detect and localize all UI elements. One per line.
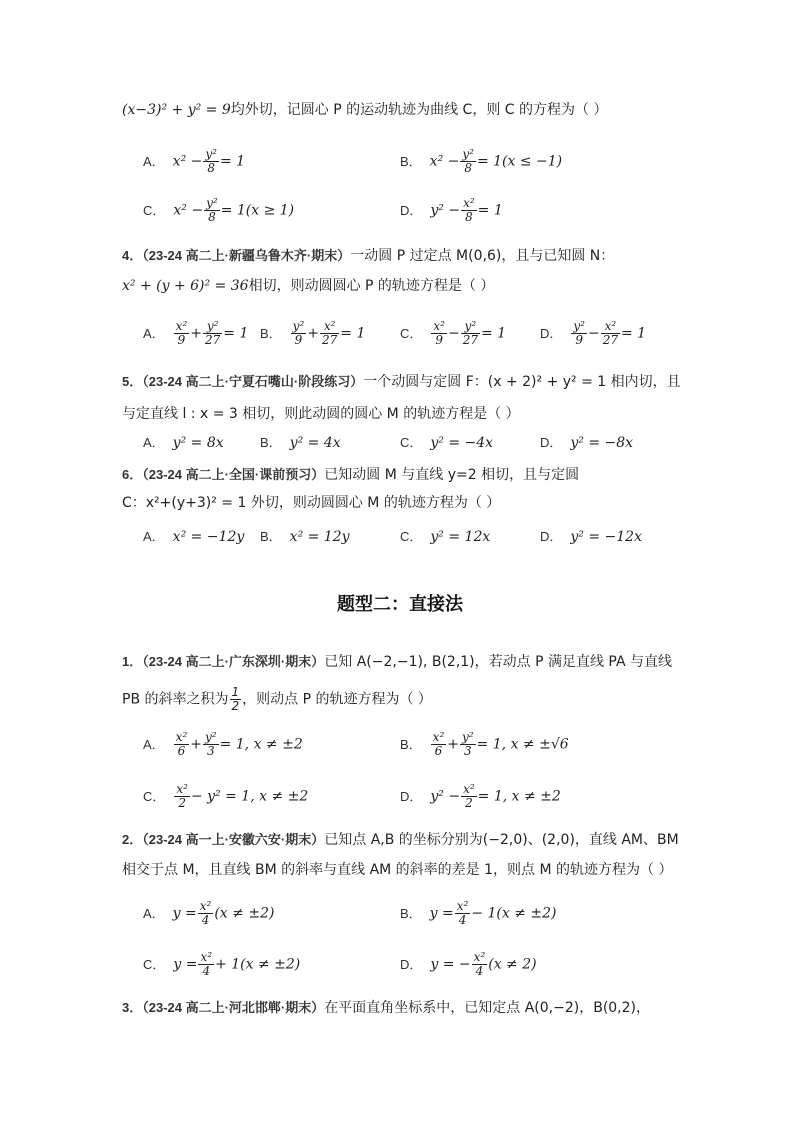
q6-line-1 (122, 465, 579, 485)
option-math: y² = −8x (570, 435, 634, 451)
frac-denominator: 27 (204, 333, 221, 347)
fraction (198, 951, 214, 978)
question-text: 一个动圆与定圆 F：(x + 2)² + y² = 1 相内切，且 (363, 374, 681, 390)
frac-numerator: x² (175, 730, 188, 744)
frac-denominator: 8 (208, 210, 216, 224)
operator: − (447, 325, 460, 342)
fraction (601, 320, 620, 347)
q4-option-c[interactable] (400, 320, 506, 347)
question-source: （23-24 高一上·安徽六安·期末） (142, 832, 325, 847)
question-source: （23-24 高二上·广东深圳·期末） (142, 654, 325, 669)
fraction (320, 320, 339, 347)
option-label: D． (400, 956, 423, 972)
option-tail: = 1, x ≠ ±2 (225, 788, 309, 805)
question-text: ，则动点 P 的轨迹方程为（ ） (242, 691, 432, 708)
option-label: D． (400, 202, 423, 218)
question-source: （23-24 高二上·全国·课前预习） (142, 467, 325, 482)
option-label: D． (540, 529, 563, 544)
frac-denominator: 8 (464, 161, 472, 175)
frac-denominator: 2 (231, 699, 240, 713)
option-lead: x² − (173, 202, 204, 219)
q3-option-d[interactable] (400, 197, 503, 224)
fraction (174, 783, 190, 810)
fraction (461, 783, 477, 810)
fraction (461, 197, 477, 224)
option-label: C． (400, 529, 423, 544)
fraction (174, 320, 190, 347)
q4-option-a[interactable] (143, 320, 248, 347)
option-label: C． (143, 788, 166, 804)
frac-numerator: x² (432, 730, 445, 744)
option-label: B． (400, 905, 422, 921)
option-label: A． (143, 736, 165, 752)
option-math: y² = −12x (570, 529, 642, 545)
frac-numerator: y² (205, 147, 217, 161)
frac-numerator: x² (463, 196, 475, 210)
fraction (431, 731, 447, 758)
frac-denominator: 4 (201, 913, 210, 927)
operator: − (587, 325, 600, 342)
option-tail: = 1 (477, 202, 503, 219)
q3-tail-line (122, 100, 607, 120)
frac-numerator: x² (320, 320, 339, 334)
fraction (203, 320, 222, 347)
frac-numerator: x² (176, 782, 188, 796)
fraction (198, 900, 214, 927)
fraction (460, 148, 476, 175)
frac-numerator: x² (175, 319, 188, 333)
question-number: 1． (122, 654, 143, 669)
q5-line-2 (122, 404, 520, 424)
q5-option-c[interactable] (400, 433, 493, 453)
p2-q3-line-1 (122, 998, 650, 1018)
question-text: 已知动圆 M 与直线 y=2 相切，且与定圆 (324, 467, 580, 483)
question-text: 已知点 A,B 的坐标分别为(−2,0)、(2,0)，直线 AM、BM (324, 832, 679, 848)
frac-denominator: 9 (575, 333, 583, 347)
fraction (460, 731, 476, 758)
option-label: C． (400, 435, 423, 450)
option-label: A． (143, 529, 165, 544)
p2-q1-option-c[interactable] (143, 783, 308, 810)
question-text: PB 的斜率之积为 (122, 691, 229, 708)
option-tail: (x ≠ 2) (488, 956, 537, 973)
q6-option-d[interactable] (540, 527, 642, 547)
option-tail: = 1, x ≠ ±√6 (476, 736, 569, 753)
fraction (204, 197, 220, 224)
question-text: 已知 A(−2,−1), B(2,1)，若动点 P 满足直线 PA 与直线 (324, 654, 673, 670)
option-math: x² = 12y (289, 529, 350, 545)
fraction (291, 320, 307, 347)
frac-numerator: y² (203, 320, 222, 334)
frac-numerator: x² (463, 782, 475, 796)
fraction (431, 320, 447, 347)
p2-q2-option-a[interactable] (143, 900, 274, 927)
p2-q2-option-d[interactable] (400, 951, 537, 978)
frac-numerator: x² (456, 899, 469, 913)
fraction (174, 731, 190, 758)
frac-denominator: 4 (458, 913, 467, 927)
frac-denominator: 4 (475, 964, 484, 978)
option-tail: + 1(x ≠ ±2) (215, 956, 301, 973)
option-label: B． (260, 529, 282, 544)
frac-numerator: y² (204, 730, 217, 744)
option-label: D． (540, 325, 563, 341)
q3-tail-equation: (x−3)² + y² = 9 (122, 102, 231, 118)
q6-option-b[interactable] (260, 527, 350, 547)
option-label: C． (143, 956, 166, 972)
option-label: A． (143, 905, 165, 921)
fraction (571, 320, 587, 347)
option-label: C． (400, 325, 423, 341)
option-math: y² = 4x (289, 435, 341, 451)
frac-denominator: 4 (202, 964, 211, 978)
question-text: 相交于点 M，且直线 BM 的斜率与直线 AM 的斜率的差是 1，则点 M 的轨迹方程为（ ） (122, 862, 673, 878)
option-lead: x² − (429, 153, 460, 170)
fraction (203, 731, 219, 758)
p2-q2-line-2 (122, 860, 672, 880)
frac-numerator: y² (461, 320, 480, 334)
frac-numerator: x² (199, 899, 212, 913)
question-text: 相切，则动圆圆心 P 的轨迹方程是（ ） (248, 278, 495, 294)
q3-option-a[interactable] (143, 148, 245, 175)
option-label: D． (400, 788, 423, 804)
frac-numerator: y² (462, 147, 474, 161)
frac-denominator: 27 (462, 333, 478, 347)
q6-line-2 (122, 493, 500, 513)
operator: − y² (190, 788, 221, 805)
option-tail: = 1, x ≠ ±2 (477, 788, 561, 805)
option-tail: (x ≠ ±2) (214, 905, 275, 922)
p2-q1-option-b[interactable] (400, 731, 569, 758)
question-number: 6． (122, 467, 143, 482)
q6-option-a[interactable] (143, 527, 244, 547)
frac-numerator: x² (200, 950, 213, 964)
question-number: 3． (122, 1000, 143, 1015)
q6-option-c[interactable] (400, 527, 490, 547)
frac-numerator: y² (573, 319, 585, 333)
fraction (461, 320, 480, 347)
frac-denominator: 9 (294, 333, 303, 347)
option-label: B． (400, 153, 422, 169)
option-math: x² = −12y (172, 529, 245, 545)
option-lead: y = − (430, 956, 471, 973)
question-equation: x² + (y + 6)² = 36 (122, 278, 249, 294)
fraction (455, 900, 471, 927)
question-text: 与定直线 l : x = 3 相切，则此动圆的圆心 M 的轨迹方程是（ ） (122, 406, 520, 422)
frac-numerator: y² (461, 730, 474, 744)
frac-numerator: y² (292, 319, 305, 333)
option-lead: y = (172, 905, 197, 922)
q4-option-d[interactable] (540, 320, 646, 347)
question-text: C：x²+(y+3)² = 1 外切，则动圆圆心 M 的轨迹方程为（ ） (122, 495, 501, 511)
option-tail: = 1 (480, 325, 507, 342)
p2-q1-option-a[interactable] (143, 731, 303, 758)
frac-numerator: x² (433, 319, 445, 333)
section-title: 题型二：直接法 (337, 594, 463, 615)
frac-denominator: 3 (206, 744, 215, 758)
frac-denominator: 8 (465, 210, 473, 224)
option-label: C． (143, 202, 166, 218)
question-source: （23-24 高二上·河北邯郸·期末） (142, 1000, 325, 1015)
q5-option-d[interactable] (540, 433, 633, 453)
p2-q2-option-b[interactable] (400, 900, 557, 927)
option-label: D． (540, 435, 563, 450)
question-source: （23-24 高二上·新疆乌鲁木齐·期末） (142, 248, 351, 263)
q4-line-1 (122, 246, 614, 266)
option-tail: = 1 (340, 325, 366, 342)
option-label: A． (143, 325, 165, 341)
q5-line-1 (122, 372, 681, 392)
option-label: B． (260, 435, 282, 450)
operator: + (447, 736, 459, 753)
question-source: （23-24 高二上·宁夏石嘴山·阶段练习） (142, 374, 364, 389)
option-lead: y = (429, 905, 454, 922)
option-math: y² = 12x (430, 529, 491, 545)
frac-denominator: 8 (207, 161, 215, 175)
q5-option-a[interactable] (143, 433, 224, 453)
operator: + (307, 325, 319, 342)
p2-q1-line-1 (122, 652, 672, 672)
q3-tail-text: 均外切，记圆心 P 的运动轨迹为曲线 C，则 C 的方程为（ ） (230, 102, 608, 118)
option-lead: y = (173, 956, 198, 973)
frac-denominator: 9 (435, 333, 443, 347)
q3-option-b[interactable] (400, 148, 562, 175)
option-tail: = 1 (219, 153, 246, 170)
q4-line-2 (122, 276, 494, 296)
p2-q2-line-1 (122, 830, 679, 850)
fraction (472, 951, 488, 978)
option-tail: = 1 (621, 325, 647, 342)
fraction (203, 148, 219, 175)
q3-option-c[interactable] (143, 197, 294, 224)
option-label: A． (143, 435, 165, 450)
option-label: B． (260, 325, 282, 341)
frac-numerator: x² (601, 320, 620, 334)
operator: y² − (430, 788, 461, 805)
p2-q1-option-d[interactable] (400, 783, 561, 810)
frac-denominator: 2 (465, 796, 473, 810)
option-tail: = 1(x ≥ 1) (220, 202, 295, 219)
question-number: 5． (122, 374, 143, 389)
p2-q2-option-c[interactable] (143, 951, 300, 978)
frac-numerator: 1 (231, 685, 240, 699)
frac-denominator: 6 (177, 744, 186, 758)
frac-denominator: 6 (434, 744, 443, 758)
operator: + (190, 325, 202, 342)
frac-denominator: 9 (177, 333, 186, 347)
frac-numerator: x² (473, 950, 486, 964)
question-text: 一动圆 P 过定点 M(0,6)，且与已知圆 N： (350, 248, 615, 264)
option-label: A． (143, 153, 165, 169)
half-fraction (230, 686, 242, 713)
frac-denominator: 27 (602, 333, 618, 347)
option-tail: = 1, x ≠ ±2 (219, 736, 303, 753)
option-tail: − 1(x ≠ ±2) (471, 905, 557, 922)
option-tail: = 1(x ≤ −1) (476, 153, 563, 170)
option-math: y² = −4x (430, 435, 494, 451)
option-math: y² = 8x (172, 435, 224, 451)
option-lead: y² − (430, 202, 461, 219)
q4-option-b[interactable] (260, 320, 365, 347)
option-lead: x² − (172, 153, 203, 170)
operator: + (190, 736, 202, 753)
question-number: 4． (122, 248, 143, 263)
frac-denominator: 27 (322, 333, 338, 347)
q5-option-b[interactable] (260, 433, 341, 453)
question-number: 2． (122, 832, 143, 847)
frac-denominator: 3 (463, 744, 472, 758)
option-label: B． (400, 736, 422, 752)
frac-numerator: y² (206, 196, 218, 210)
p2-q1-line-2 (122, 686, 432, 713)
option-tail: = 1 (223, 325, 249, 342)
frac-denominator: 2 (178, 796, 186, 810)
question-text: 在平面直角坐标系中，已知定点 A(0,−2)，B(0,2)， (324, 1000, 651, 1016)
